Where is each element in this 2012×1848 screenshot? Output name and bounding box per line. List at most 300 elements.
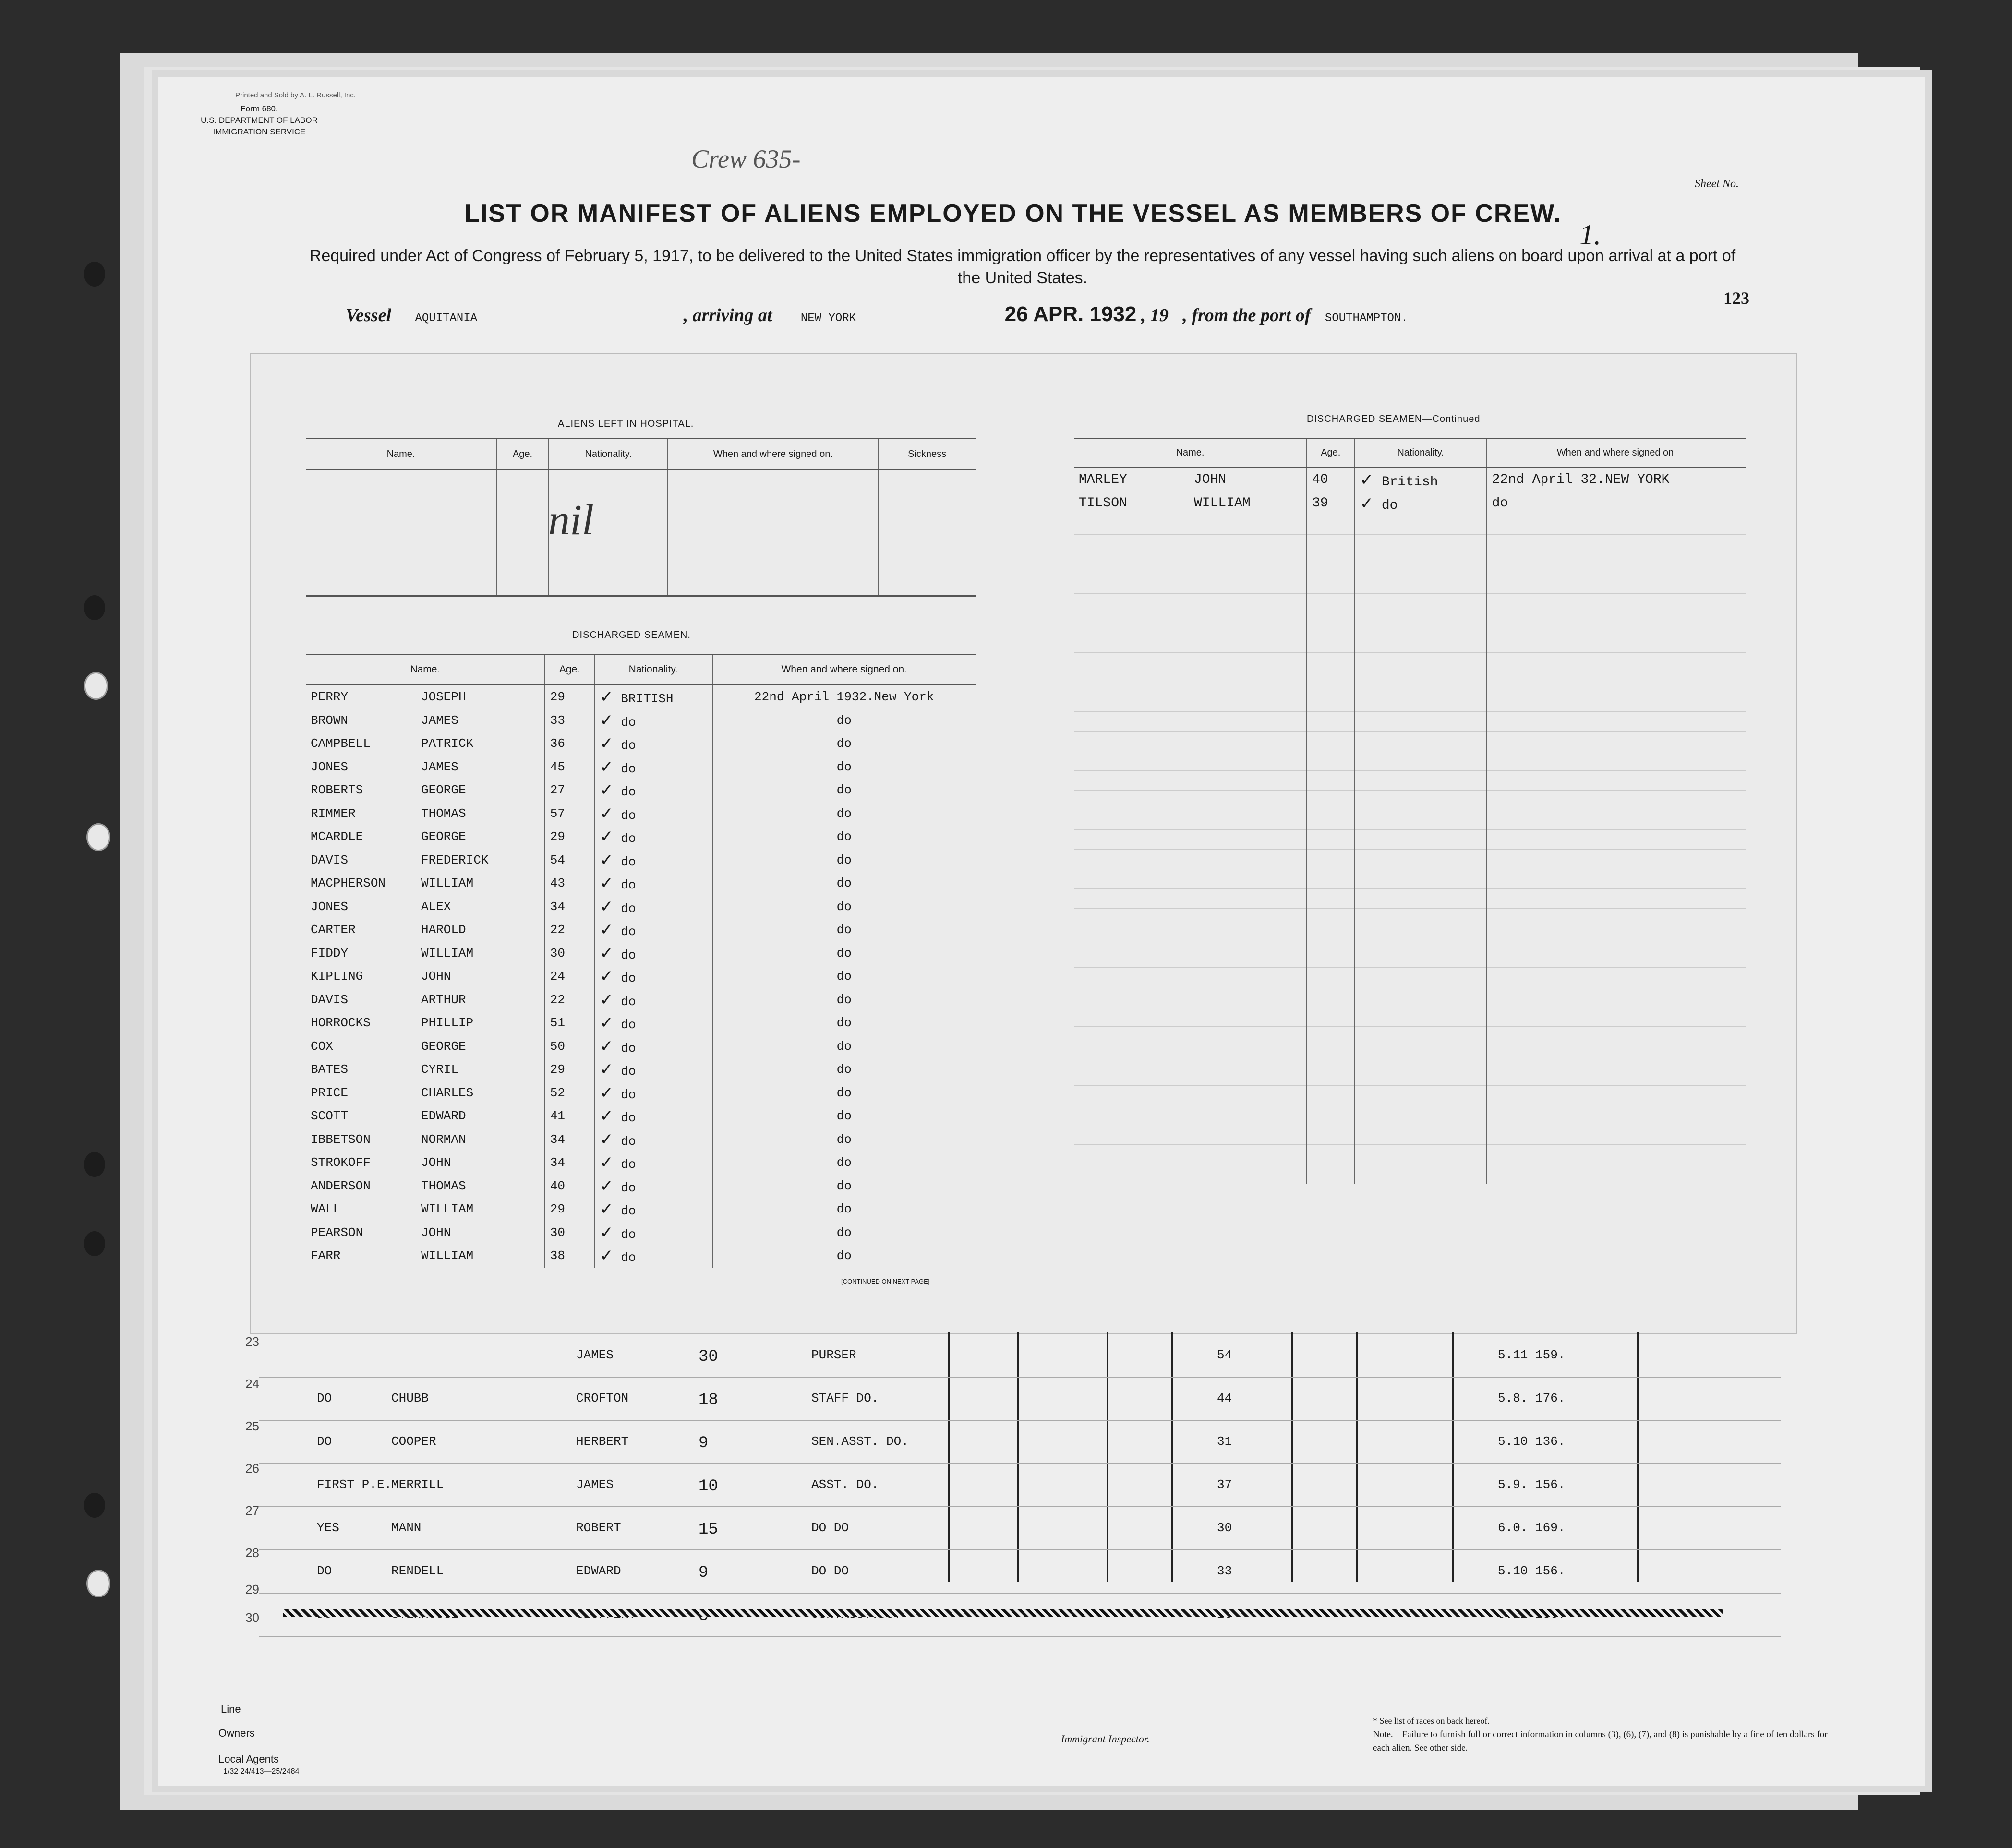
vessel-label: Vessel (346, 305, 391, 325)
crew-years: 15 (699, 1521, 718, 1539)
empty-cell (1074, 712, 1307, 732)
seaman-age: 29 (545, 825, 594, 849)
check-mark-icon: ✓ (600, 1106, 614, 1126)
empty-cell (1074, 810, 1307, 830)
seaman-signed-on: do (712, 732, 976, 756)
seaman-age: 22 (545, 918, 594, 942)
hosp-col-sickness: Sickness (878, 439, 976, 470)
seaman-age: 22 (545, 988, 594, 1012)
nationality-value: do (621, 854, 636, 869)
empty-cell (1487, 633, 1746, 653)
given-name: JOHN (1194, 472, 1227, 487)
empty-cell (1487, 948, 1746, 968)
empty-cell (1355, 594, 1487, 613)
empty-cell (1355, 1086, 1487, 1105)
nationality-value: do (621, 1227, 636, 1242)
seaman-nationality (594, 709, 712, 732)
empty-cell (1307, 1007, 1354, 1027)
check-mark-icon: ✓ (600, 1129, 614, 1149)
binder-hole (84, 672, 108, 700)
empty-cell (1307, 1086, 1354, 1105)
empty-cell (1307, 1145, 1354, 1164)
crew-given: CROFTON (576, 1391, 629, 1405)
discharged-continued-title: DISCHARGED SEAMEN—Continued (1307, 414, 1481, 424)
form-number: Form 680. (241, 104, 278, 113)
seaman-name (306, 895, 545, 919)
year-suffix: , 19 (1141, 305, 1169, 325)
empty-cell (1487, 751, 1746, 771)
races-note: * See list of races on back hereof. (1373, 1716, 1490, 1726)
crew-rows (259, 1334, 1781, 1637)
empty-cell (1307, 1027, 1354, 1046)
crew-height: 5.8. 176. (1498, 1391, 1566, 1405)
empty-cell (1074, 574, 1307, 594)
empty-cell (1307, 712, 1354, 732)
empty-cell (1074, 1086, 1307, 1105)
empty-cell (1307, 653, 1354, 672)
table-row (306, 1175, 976, 1198)
surname: IBBETSON (311, 1132, 371, 1147)
empty-cell (1487, 909, 1746, 928)
given-name: WILLIAM (421, 876, 474, 891)
arrival-date: 26 APR. 1932 (1004, 302, 1137, 326)
nationality-value: do (621, 1157, 636, 1172)
from-label: , from the port of (1182, 305, 1311, 325)
given-name: THOMAS (421, 806, 466, 821)
empty-cell (1307, 554, 1354, 574)
seaman-age: 57 (545, 802, 594, 826)
nationality-value: do (621, 1041, 636, 1056)
seaman-signed-on: do (712, 1244, 976, 1268)
nationality-value: do (621, 1204, 636, 1219)
check-mark-icon: ✓ (600, 967, 614, 986)
empty-cell (1074, 771, 1307, 791)
empty-cell (1487, 574, 1746, 594)
seaman-age: 40 (1307, 468, 1354, 492)
empty-cell (1307, 751, 1354, 771)
crew-row (259, 1464, 1781, 1507)
empty-cell (1074, 653, 1307, 672)
check-mark-icon: ✓ (600, 1200, 614, 1219)
empty-cell (1487, 968, 1746, 987)
seaman-age: 45 (545, 756, 594, 779)
seaman-signed-on: do (712, 1058, 976, 1081)
seaman-name (306, 1058, 545, 1081)
given-name: THOMAS (421, 1178, 466, 1193)
table-row (306, 732, 976, 756)
seaman-name (306, 825, 545, 849)
table-row (306, 756, 976, 779)
seaman-name (306, 988, 545, 1012)
crew-row (259, 1334, 1781, 1378)
surname: RIMMER (311, 806, 356, 821)
table-row (306, 802, 976, 826)
seaman-name (1074, 468, 1307, 492)
row-number: 26 (245, 1461, 259, 1476)
empty-cell (1074, 1164, 1307, 1184)
nationality-value: do (621, 1134, 636, 1149)
sheet-label: Sheet No. (1695, 178, 1739, 190)
table-row (306, 520, 976, 545)
seaman-signed-on: do (712, 709, 976, 732)
nationality-value: do (1381, 498, 1398, 513)
surname: JONES (311, 899, 349, 914)
seaman-nationality (594, 965, 712, 988)
seaman-nationality (594, 779, 712, 802)
empty-cell (1355, 732, 1487, 751)
check-mark-icon: ✓ (600, 1013, 614, 1033)
row-number: 24 (245, 1377, 259, 1391)
nationality-value: do (621, 971, 636, 986)
dc-col-signed: When and where signed on. (1487, 439, 1746, 468)
surname: FIDDY (311, 946, 349, 960)
empty-cell (1307, 1125, 1354, 1145)
surname: MACPHERSON (311, 876, 386, 891)
check-mark-icon: ✓ (600, 734, 614, 754)
empty-cell (1355, 968, 1487, 987)
dc-col-name: Name. (1074, 439, 1307, 468)
nationality-value: do (621, 1018, 636, 1032)
empty-cell (1074, 751, 1307, 771)
empty-cell (1307, 850, 1354, 869)
empty-cell (1074, 1105, 1307, 1125)
handwritten-crew-note: Crew 635- (691, 144, 801, 173)
empty-cell (1355, 653, 1487, 672)
table-row (1074, 928, 1746, 948)
seaman-name (306, 1011, 545, 1035)
empty-cell (1307, 574, 1354, 594)
empty-cell (1074, 594, 1307, 613)
seaman-age: 33 (545, 709, 594, 732)
nationality-value: do (621, 761, 636, 776)
seaman-nationality (594, 825, 712, 849)
table-row (306, 918, 976, 942)
row-number: 23 (245, 1334, 259, 1349)
seaman-signed-on: do (712, 1035, 976, 1058)
table-row (1074, 810, 1746, 830)
empty-cell (1074, 909, 1307, 928)
surname: MCARDLE (311, 829, 363, 844)
table-row (306, 1104, 976, 1128)
seaman-signed-on: do (712, 779, 976, 802)
empty-cell (1487, 889, 1746, 909)
table-row (306, 825, 976, 849)
given-name: CHARLES (421, 1085, 474, 1100)
empty-cell (1355, 1125, 1487, 1145)
crew-surname: MERRILL (391, 1477, 444, 1492)
crew-given: JAMES (576, 1348, 614, 1362)
crew-height: 5.9. 156. (1498, 1477, 1566, 1492)
nationality-value: do (621, 785, 636, 800)
inspector-label: Immigrant Inspector. (1061, 1733, 1150, 1745)
seaman-age: 50 (545, 1035, 594, 1058)
given-name: ALEX (421, 899, 451, 914)
seaman-signed-on: 22nd April 1932.New York (712, 685, 976, 709)
seaman-name (306, 965, 545, 988)
hosp-col-age: Age. (496, 439, 549, 470)
crew-age: 37 (1217, 1477, 1232, 1492)
page-number: 123 (1723, 288, 1749, 308)
crew-height: 5.10 136. (1498, 1434, 1566, 1449)
seaman-nationality (594, 1035, 712, 1058)
empty-cell (1074, 1027, 1307, 1046)
table-row (1074, 909, 1746, 928)
surname: JONES (311, 759, 349, 774)
empty-cell (1074, 1145, 1307, 1164)
empty-cell (1487, 1125, 1746, 1145)
table-row (1074, 1105, 1746, 1125)
table-row (306, 1151, 976, 1175)
table-row (1074, 653, 1746, 672)
end-of-list-marker (283, 1609, 1723, 1617)
seaman-name (306, 1175, 545, 1198)
seaman-age: 54 (545, 849, 594, 872)
given-name: HAROLD (421, 923, 466, 937)
seaman-name (306, 1035, 545, 1058)
empty-cell (1487, 791, 1746, 810)
crew-col1: YES (317, 1521, 339, 1535)
seaman-signed-on: do (712, 1011, 976, 1035)
given-name: WILLIAM (421, 1248, 474, 1263)
binder-hole (84, 1493, 105, 1518)
table-row (306, 849, 976, 872)
table-row (1074, 574, 1746, 594)
row-number: 28 (245, 1546, 259, 1560)
seaman-name (306, 1128, 545, 1152)
table-row (306, 1011, 976, 1035)
seaman-name (306, 709, 545, 732)
crew-height: 6.0. 169. (1498, 1521, 1566, 1535)
given-name: EDWARD (421, 1109, 466, 1124)
seaman-signed-on: do (712, 802, 976, 826)
empty-cell (1355, 791, 1487, 810)
empty-cell (1487, 653, 1746, 672)
hospital-title: ALIENS LEFT IN HOSPITAL. (558, 419, 694, 429)
table-row (306, 1221, 976, 1245)
table-row (306, 1081, 976, 1105)
row-number: 27 (245, 1503, 259, 1518)
seaman-name (306, 685, 545, 709)
empty-cell (1355, 535, 1487, 554)
table-row (1074, 692, 1746, 712)
crew-position: DO DO (811, 1521, 849, 1535)
seaman-nationality (594, 1198, 712, 1221)
seaman-age: 41 (545, 1104, 594, 1128)
seaman-name (306, 1244, 545, 1268)
empty-cell (1307, 1164, 1354, 1184)
empty-cell (1307, 672, 1354, 692)
seaman-nationality (1355, 468, 1487, 492)
check-mark-icon: ✓ (600, 1036, 614, 1056)
empty-cell (1487, 1086, 1746, 1105)
dc-col-nationality: Nationality. (1355, 439, 1487, 468)
binder-hole (86, 1570, 110, 1597)
empty-cell (1355, 613, 1487, 633)
empty-cell (1487, 830, 1746, 850)
empty-cell (1307, 732, 1354, 751)
empty-cell (1307, 1066, 1354, 1086)
empty-cell (1487, 987, 1746, 1007)
seaman-name (306, 1221, 545, 1245)
empty-cell (1355, 948, 1487, 968)
table-row (1074, 1086, 1746, 1105)
ds-col-age: Age. (545, 655, 594, 685)
surname: DAVIS (311, 852, 349, 867)
table-row (306, 872, 976, 895)
empty-cell (1487, 850, 1746, 869)
nationality-value: BRITISH (621, 692, 674, 707)
seaman-name (306, 756, 545, 779)
seaman-age: 30 (545, 1221, 594, 1245)
seaman-age: 52 (545, 1081, 594, 1105)
table-row (306, 545, 976, 570)
table-row (1074, 1027, 1746, 1046)
empty-cell (1074, 515, 1307, 535)
seaman-signed-on: 22nd April 32.NEW YORK (1487, 468, 1746, 492)
crew-given: JAMES (576, 1477, 614, 1492)
empty-cell (1355, 889, 1487, 909)
empty-cell (1487, 554, 1746, 574)
seaman-age: 29 (545, 685, 594, 709)
nationality-value: do (621, 1087, 636, 1102)
empty-cell (1074, 968, 1307, 987)
nationality-value: do (621, 1180, 636, 1195)
nationality-value: do (621, 1111, 636, 1126)
seaman-nationality (594, 942, 712, 965)
line-label: Line (221, 1703, 241, 1715)
table-row (1074, 968, 1746, 987)
empty-cell (1487, 928, 1746, 948)
check-mark-icon: ✓ (600, 1223, 614, 1242)
empty-cell (1307, 613, 1354, 633)
table-row (1074, 613, 1746, 633)
table-row (306, 965, 976, 988)
surname: BATES (311, 1062, 349, 1077)
empty-cell (1487, 692, 1746, 712)
seaman-age: 34 (545, 895, 594, 919)
seaman-signed-on: do (712, 1128, 976, 1152)
empty-cell (1307, 771, 1354, 791)
surname: PEARSON (311, 1225, 363, 1240)
seaman-name (306, 872, 545, 895)
empty-cell (1307, 1105, 1354, 1125)
table-row (1074, 889, 1746, 909)
empty-cell (1487, 1164, 1746, 1184)
table-row (306, 1244, 976, 1268)
check-mark-icon: ✓ (600, 687, 614, 707)
empty-cell (1074, 633, 1307, 653)
given-name: JOHN (421, 969, 451, 984)
penalty-note: Note.—Failure to furnish full or correct information in columns (3), (6), (7), and (8) is punishable by a fine of ten dollars for each alien. See other side. (1373, 1729, 1828, 1753)
service-name: IMMIGRATION SERVICE (213, 127, 306, 136)
table-row (1074, 732, 1746, 751)
table-row (306, 685, 976, 709)
page-subtitle: Required under Act of Congress of February 5, 1917, to be delivered to the United States immigration officer by the representatives of any vessel having such aliens on board upon arrival at a port of the United States. (309, 247, 1736, 287)
empty-cell (1074, 928, 1307, 948)
nationality-value: do (621, 738, 636, 753)
page-title: LIST OR MANIFEST OF ALIENS EMPLOYED ON THE VESSEL AS MEMBERS OF CREW. (464, 200, 1562, 228)
table-row (1074, 987, 1746, 1007)
continued-note: [CONTINUED ON NEXT PAGE] (841, 1278, 930, 1285)
empty-cell (1355, 1027, 1487, 1046)
seaman-nationality (594, 1081, 712, 1105)
empty-cell (1074, 889, 1307, 909)
empty-cell (1307, 869, 1354, 889)
empty-cell (1074, 1007, 1307, 1027)
crew-position: PURSER (811, 1348, 856, 1362)
crew-row (259, 1550, 1781, 1594)
seaman-age: 34 (545, 1151, 594, 1175)
nationality-value: do (621, 715, 636, 730)
seaman-nationality (594, 1011, 712, 1035)
seaman-nationality (1355, 492, 1487, 515)
check-mark-icon: ✓ (600, 874, 614, 893)
table-row (1074, 948, 1746, 968)
table-row (1074, 712, 1746, 732)
table-row (306, 895, 976, 919)
empty-cell (1487, 594, 1746, 613)
empty-cell (1307, 594, 1354, 613)
empty-cell (1074, 613, 1307, 633)
hosp-col-nationality: Nationality. (549, 439, 668, 470)
crew-years: 30 (699, 1348, 718, 1366)
table-row (1074, 633, 1746, 653)
ds-col-name: Name. (306, 655, 545, 685)
empty-cell (1487, 1046, 1746, 1066)
row-number: 29 (245, 1582, 259, 1596)
given-name: CYRIL (421, 1062, 459, 1077)
given-name: GEORGE (421, 783, 466, 798)
given-name: PATRICK (421, 736, 474, 751)
dc-col-age: Age. (1307, 439, 1354, 468)
crew-col1: FIRST P.E. (317, 1477, 392, 1492)
crew-position: STAFF DO. (811, 1391, 879, 1405)
table-row (1074, 1125, 1746, 1145)
seaman-name (306, 779, 545, 802)
empty-cell (1355, 810, 1487, 830)
crew-surname: MANN (391, 1521, 422, 1535)
seaman-name (306, 918, 545, 942)
seaman-nationality (594, 872, 712, 895)
seaman-age: 43 (545, 872, 594, 895)
seaman-age: 40 (545, 1175, 594, 1198)
given-name: JOHN (421, 1225, 451, 1240)
check-mark-icon: ✓ (600, 804, 614, 823)
empty-cell (1307, 909, 1354, 928)
seaman-name (306, 802, 545, 826)
table-row (1074, 1007, 1746, 1027)
hospital-header-row (306, 439, 976, 470)
check-mark-icon: ✓ (600, 1176, 614, 1196)
table-row (1074, 751, 1746, 771)
given-name: PHILLIP (421, 1016, 474, 1031)
seaman-name (306, 1198, 545, 1221)
given-name: FREDERICK (421, 852, 489, 867)
crew-position: SEN.ASST. DO. (811, 1434, 909, 1449)
nationality-value: do (621, 1064, 636, 1079)
empty-cell (1487, 1145, 1746, 1164)
table-row (306, 988, 976, 1012)
seaman-name (1074, 492, 1307, 515)
seaman-signed-on: do (712, 942, 976, 965)
seaman-signed-on: do (712, 1221, 976, 1245)
seaman-name (306, 942, 545, 965)
empty-cell (1074, 1125, 1307, 1145)
empty-cell (1074, 554, 1307, 574)
nationality-value: do (621, 948, 636, 962)
table-row (306, 1198, 976, 1221)
check-mark-icon: ✓ (600, 1060, 614, 1080)
